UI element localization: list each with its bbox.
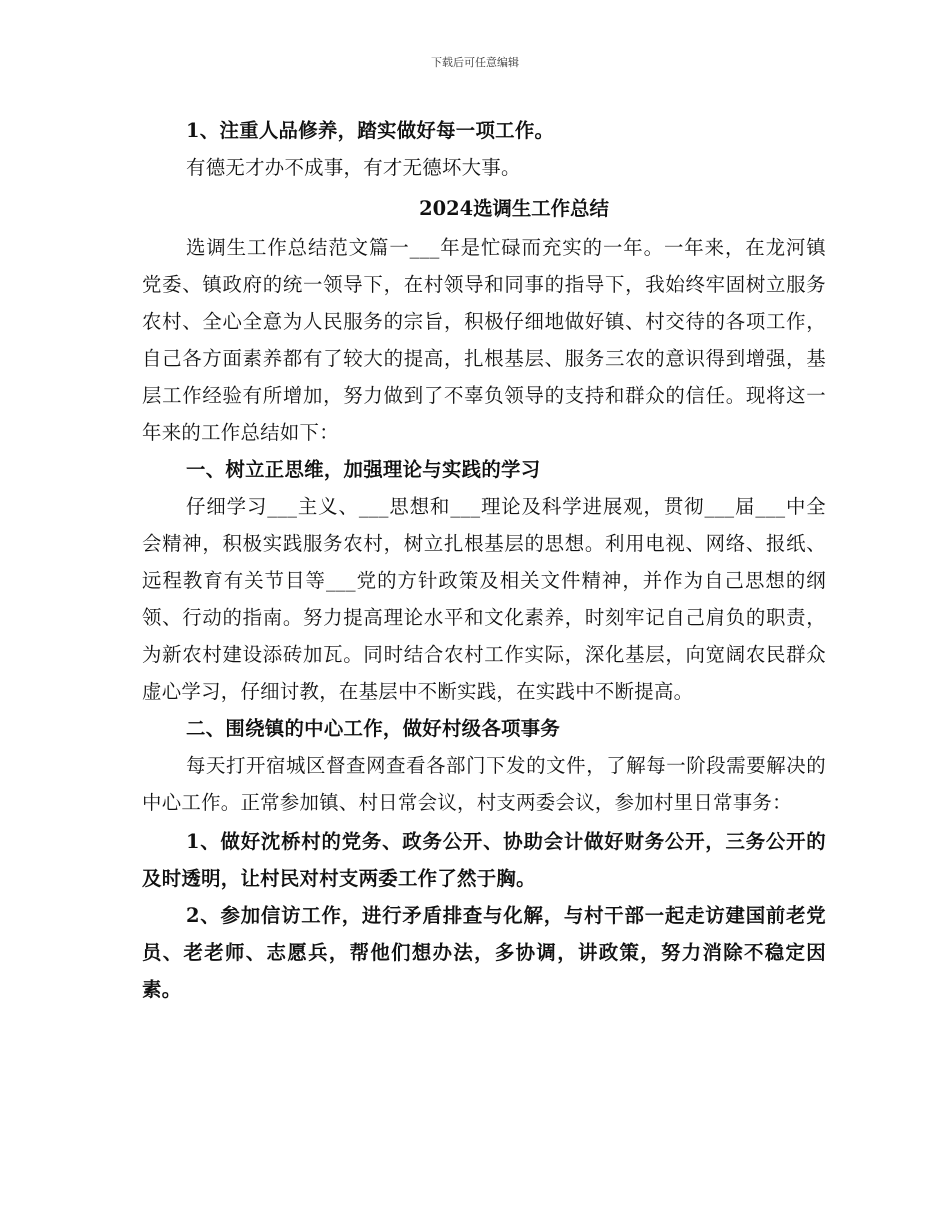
body-paragraph: 选调生工作总结范文篇一___年是忙碌而充实的一年。一年来，在龙河镇党委、镇政府的统一领导下，在村领导和同事的指导下，我始终牢固树立服务农村、全心全意为人民服务的宗旨，积极仔细地做好镇、村交待的各项工作，自己各方面素养都有了较大的提高，扎根基层、服务三农的意识得到增强，基层工作经验有所增加，努力做到了不辜负领导的支持和群众的信任。现将这一年来的工作总结如下：	[142, 236, 826, 444]
header-note: 下载后可任意编辑	[431, 56, 519, 69]
section-heading: 二、围绕镇的中心工作，做好村级各项事务	[186, 717, 561, 740]
document-body	[142, 112, 826, 1008]
point-heading: 1、注重人品修养，踏实做好每一项工作。	[186, 119, 555, 142]
body-paragraph: 仔细学习___主义、___思想和___理论及科学进展观，贯彻___届___中全会精神，积极实践服务农村，树立扎根基层的思想。利用电视、网络、报纸、远程教育有关节目等___党的方针政策及相关文件精神，并作为自己思想的纲领、行动的指南。努力提高理论水平和文化素养，时刻牢记自己肩负的职责，为新农村建设添砖加瓦。同时结合农村工作实际，深化基层，向宽阔农民群众虚心学习，仔细讨教，在基层中不断实践，在实践中不断提高。	[142, 495, 826, 703]
body-paragraph: 有德无才办不成事，有才无德坏大事。	[186, 156, 521, 179]
list-item: 1、做好沈桥村的党务、政务公开、协助会计做好财务公开，三务公开的及时透明，让村民对村支两委工作了然于胸。	[142, 830, 826, 890]
body-paragraph: 每天打开宿城区督查网查看各部门下发的文件，了解每一阶段需要解决的中心工作。正常参加镇、村日常会议，村支两委会议，参加村里日常事务：	[142, 754, 826, 814]
list-item: 2、参加信访工作，进行矛盾排查与化解，与村干部一起走访建国前老党员、老老师、志愿兵，帮他们想办法，多协调，讲政策，努力消除不稳定因素。	[142, 904, 826, 1001]
document-title: 2024选调生工作总结	[419, 197, 609, 220]
section-heading: 一、树立正思维，加强理论与实践的学习	[186, 458, 541, 481]
